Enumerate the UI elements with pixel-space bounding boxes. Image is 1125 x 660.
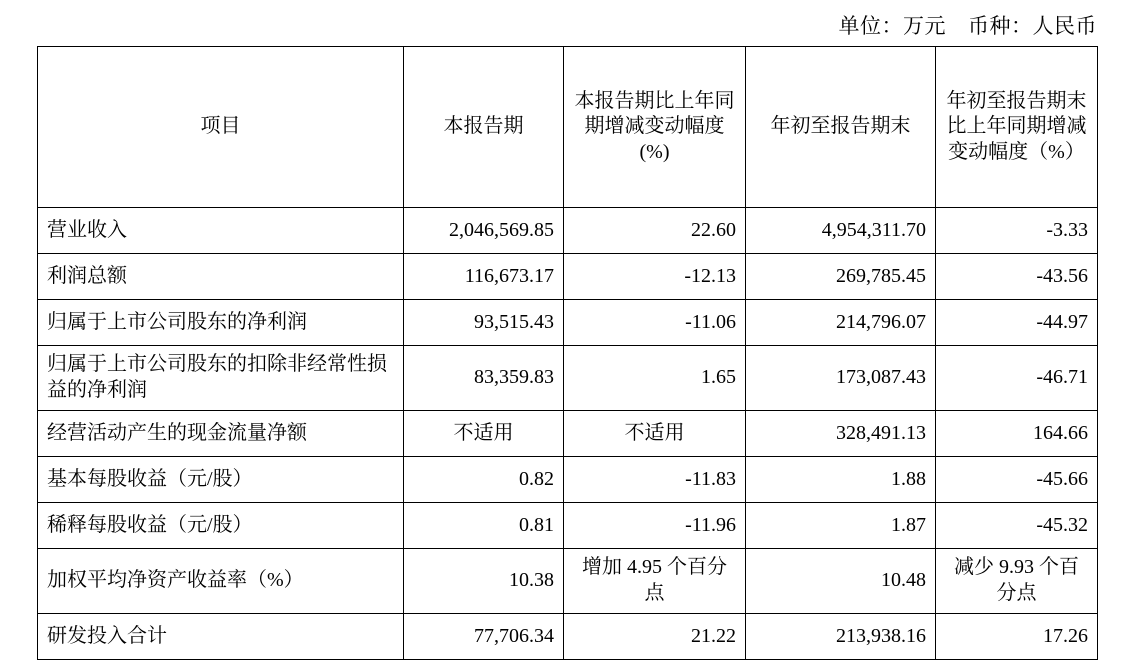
row-value-ytd-change: -43.56 [936, 254, 1098, 300]
row-value-current-change: 增加 4.95 个百分点 [564, 549, 746, 614]
row-value-current-change: -11.96 [564, 503, 746, 549]
unit-currency-note [839, 10, 1098, 40]
row-value-current: 77,706.34 [404, 614, 564, 660]
table-row [38, 614, 1098, 660]
column-header-current-period-change: 本报告期比上年同期增减变动幅度(%) [564, 47, 746, 208]
row-value-current: 93,515.43 [404, 300, 564, 346]
financial-summary-table [37, 46, 1098, 660]
row-value-ytd: 4,954,311.70 [746, 208, 936, 254]
row-value-ytd-change: -45.32 [936, 503, 1098, 549]
row-label: 归属于上市公司股东的净利润 [38, 300, 404, 346]
row-label: 研发投入合计 [38, 614, 404, 660]
row-value-ytd-change: -46.71 [936, 346, 1098, 411]
row-label: 营业收入 [38, 208, 404, 254]
table-row [38, 457, 1098, 503]
column-header-ytd-change: 年初至报告期末比上年同期增减变动幅度（%） [936, 47, 1098, 208]
row-value-ytd: 328,491.13 [746, 411, 936, 457]
column-header-current-period: 本报告期 [404, 47, 564, 208]
row-value-current-change: -11.06 [564, 300, 746, 346]
row-label: 经营活动产生的现金流量净额 [38, 411, 404, 457]
table-row [38, 411, 1098, 457]
row-value-ytd-change: -44.97 [936, 300, 1098, 346]
row-value-current: 83,359.83 [404, 346, 564, 411]
row-value-current: 2,046,569.85 [404, 208, 564, 254]
row-value-ytd-change: -3.33 [936, 208, 1098, 254]
row-label: 归属于上市公司股东的扣除非经常性损益的净利润 [38, 346, 404, 411]
table-row [38, 346, 1098, 411]
row-value-current-change: 1.65 [564, 346, 746, 411]
row-value-ytd-change: 17.26 [936, 614, 1098, 660]
table-header-row [38, 47, 1098, 208]
row-label: 稀释每股收益（元/股） [38, 503, 404, 549]
row-value-ytd: 214,796.07 [746, 300, 936, 346]
row-value-current-change: 21.22 [564, 614, 746, 660]
row-value-ytd: 1.87 [746, 503, 936, 549]
row-value-current-change: -12.13 [564, 254, 746, 300]
row-value-current-change: 22.60 [564, 208, 746, 254]
table-row [38, 549, 1098, 614]
table-row [38, 208, 1098, 254]
row-label: 利润总额 [38, 254, 404, 300]
table-row [38, 503, 1098, 549]
row-label: 基本每股收益（元/股） [38, 457, 404, 503]
row-value-current-change: -11.83 [564, 457, 746, 503]
row-value-ytd: 10.48 [746, 549, 936, 614]
row-label: 加权平均净资产收益率（%） [38, 549, 404, 614]
row-value-ytd: 173,087.43 [746, 346, 936, 411]
table-row [38, 300, 1098, 346]
unit-label: 单位：万元 [838, 14, 946, 38]
row-value-current: 116,673.17 [404, 254, 564, 300]
row-value-current: 10.38 [404, 549, 564, 614]
row-value-ytd-change: -45.66 [936, 457, 1098, 503]
row-value-current: 0.81 [404, 503, 564, 549]
row-value-ytd: 1.88 [746, 457, 936, 503]
currency-label: 币种：人民币 [968, 14, 1097, 38]
row-value-current: 0.82 [404, 457, 564, 503]
row-value-current: 不适用 [404, 411, 564, 457]
column-header-ytd: 年初至报告期末 [746, 47, 936, 208]
row-value-ytd: 269,785.45 [746, 254, 936, 300]
row-value-ytd: 213,938.16 [746, 614, 936, 660]
row-value-ytd-change: 164.66 [936, 411, 1098, 457]
column-header-item: 项目 [38, 47, 404, 208]
row-value-current-change: 不适用 [564, 411, 746, 457]
table-row [38, 254, 1098, 300]
row-value-ytd-change: 减少 9.93 个百分点 [936, 549, 1098, 614]
